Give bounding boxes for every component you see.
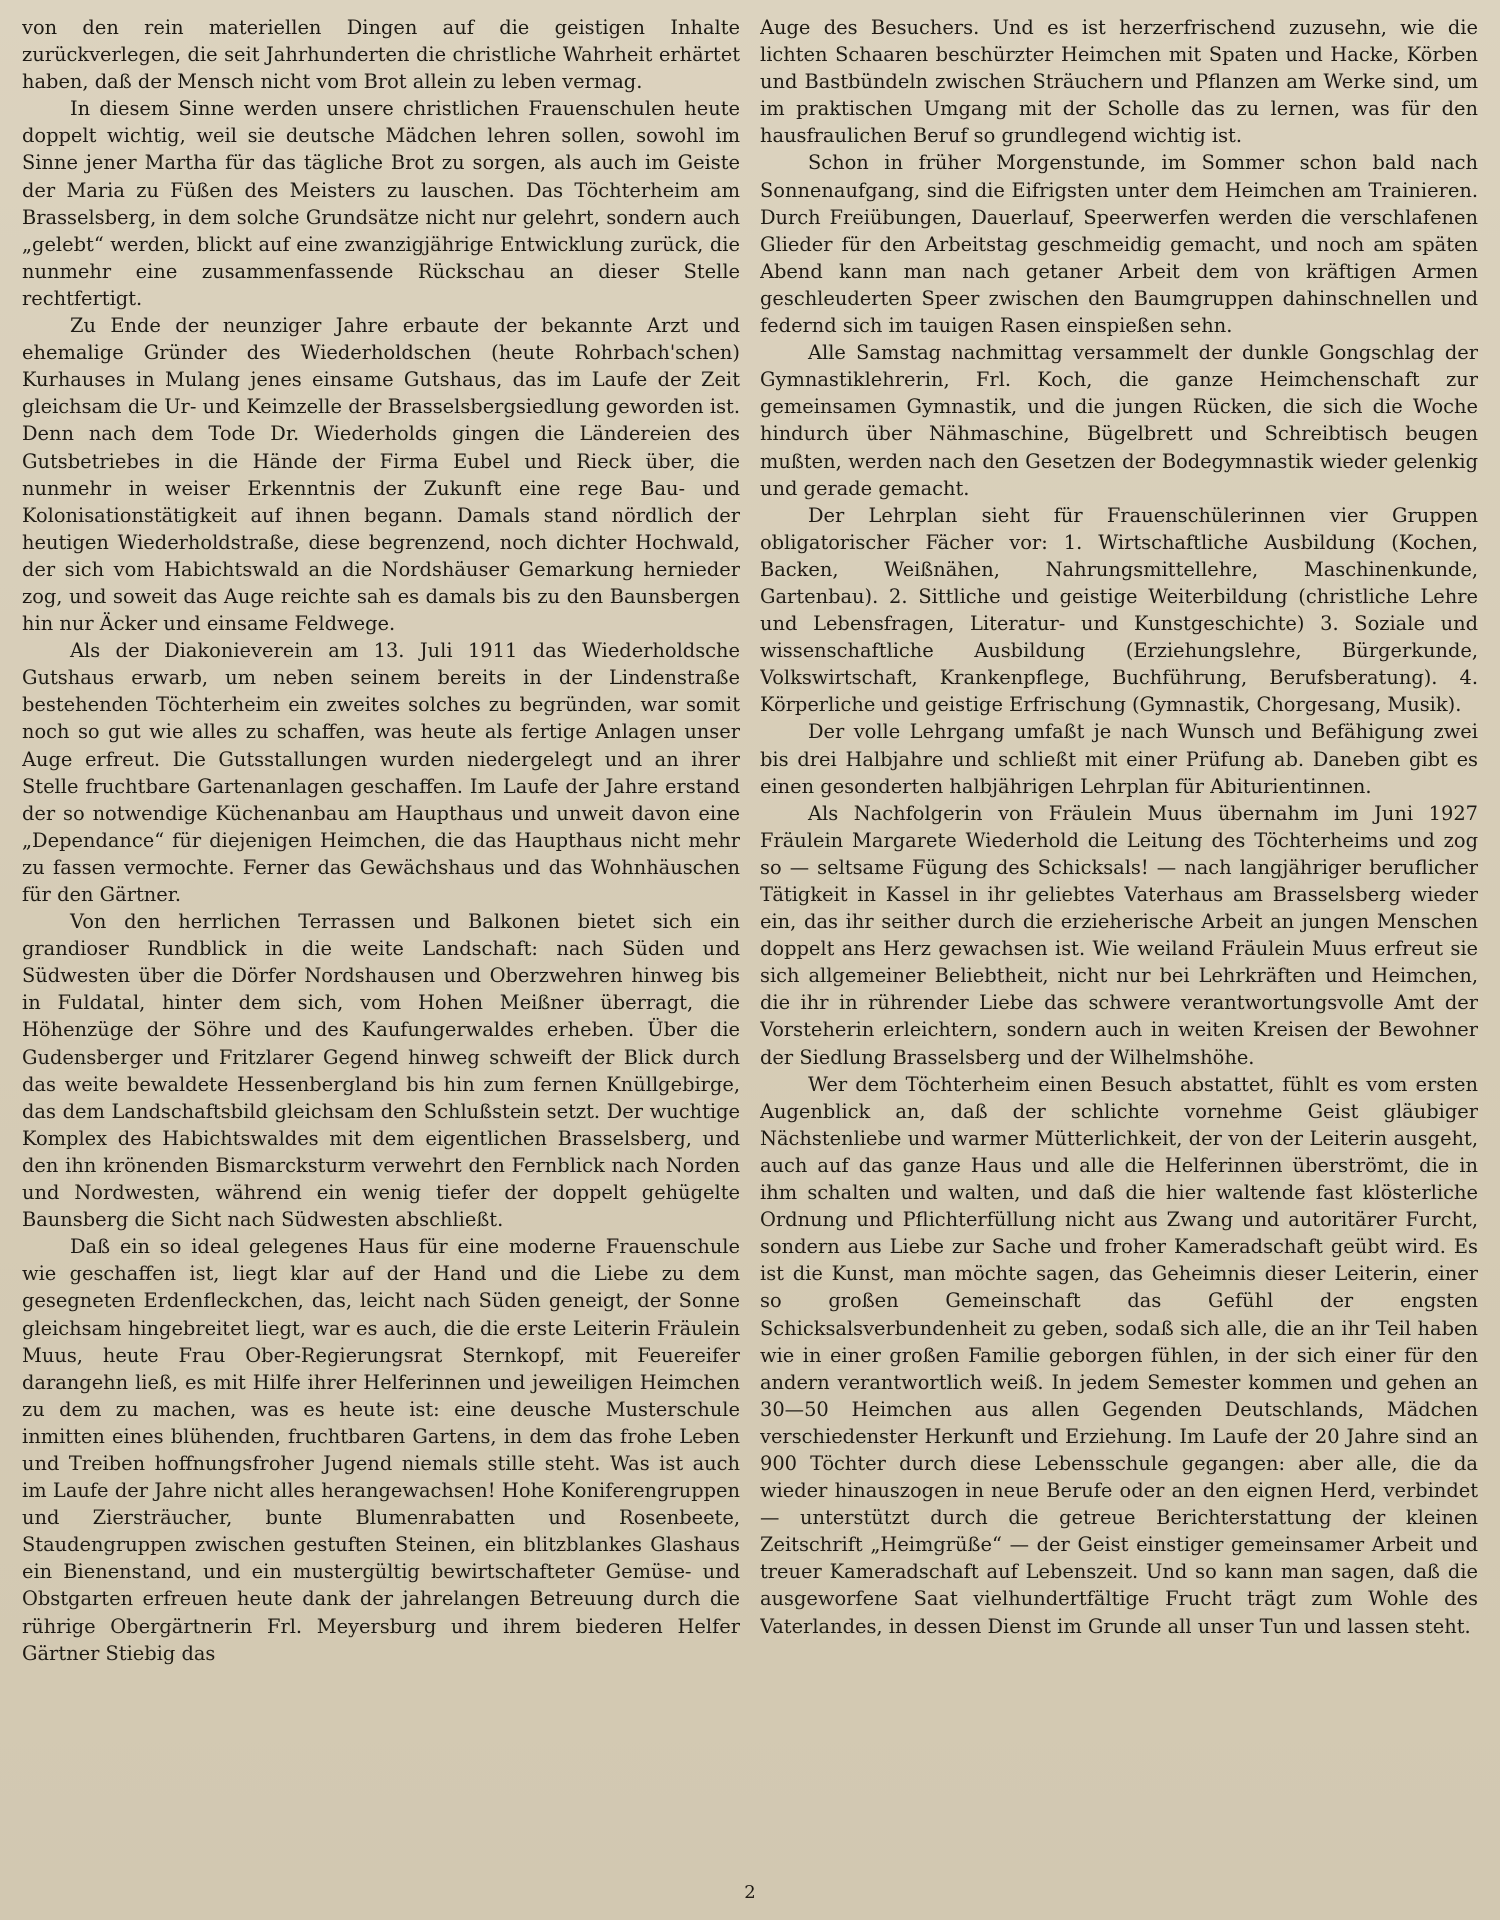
paragraph: Zu Ende der neunziger Jahre erbaute der bekannte Arzt und ehemalige Gründer des Wiederholdschen (heute Rohrbach'schen) Kurhauses in Mulang jenes einsame Gutshaus, das im Laufe der Zeit gleichsam die Ur- und Keimzelle der Brasselsbergsiedlung geworden ist. Denn nach dem Tode Dr. Wiederholds gingen die Ländereien des Gutsbetriebes in die Hände der Firma Eubel und Rieck über, die nunmehr in weiser Erkenntnis der Zukunft eine rege Bau- und Kolonisationstätigkeit auf ihnen begann. Damals stand nördlich der heutigen Wiederholdstraße, diese begrenzend, noch dichter Hochwald, der sich vom Habichtswald an die Nordshäuser Gemarkung hernieder zog, und soweit das Auge reichte sah es damals bis zu den Baunsbergen hin nur Äcker und einsame Feldwege. <box>22 314 740 636</box>
paragraph: Schon in früher Morgenstunde, im Sommer schon bald nach Sonnenaufgang, sind die Eifrigsten unter dem Heimchen am Trainieren. Durch Freiübungen, Dauerlauf, Speerwerfen werden die verschlafenen Glieder für den Arbeitstag geschmeidig gemacht, und noch am späten Abend kann man nach getaner Arbeit dem von kräftigen Armen geschleuderten Speer zwischen den Baumgruppen dahinschnellen und federnd sich im tauigen Rasen einspießen sehn. <box>760 151 1478 338</box>
text-columns <box>22 14 1478 1876</box>
paragraph: Der Lehrplan sieht für Frauenschülerinnen vier Gruppen obligatorischer Fächer vor: 1. Wirtschaftliche Ausbildung (Kochen, Backen, Weißnähen, Nahrungsmittellehre, Maschinenkunde, Gartenbau). 2. Sittliche und geistige Weiterbildung (christliche Lehre und Lebensfragen, Literatur- und Kunstgeschichte) 3. Soziale und wissenschaftliche Ausbildung (Erziehungslehre, Bürgerkunde, Volkswirtschaft, Krankenpflege, Buchführung, Berufsberatung). 4. Körperliche und geistige Erfrischung (Gymnastik, Chorgesang, Musik). <box>760 503 1478 717</box>
page-number: 2 <box>744 1882 756 1903</box>
paragraph: Der volle Lehrgang umfaßt je nach Wunsch und Befähigung zwei bis drei Halbjahre und schließt mit einer Prüfung ab. Daneben gibt es einen gesonderten halbjährigen Lehrplan für Abiturientinnen. <box>760 720 1478 798</box>
paragraph: Wer dem Töchterheim einen Besuch abstattet, fühlt es vom ersten Augenblick an, daß der schlichte vornehme Geist gläubiger Nächstenliebe und warmer Mütterlichkeit, der von der Leiterin ausgeht, auch auf das ganze Haus und alle die Helferinnen überströmt, die in ihm schalten und walten, und daß die hier waltende fast klösterliche Ordnung und Pflichterfüllung nicht aus Zwang und autoritärer Furcht, sondern aus Liebe zur Sache und froher Kameradschaft geübt wird. Es ist die Kunst, man möchte sagen, das Geheimnis dieser Leiterin, einer so großen Gemeinschaft das Gefühl der engsten Schicksalsverbundenheit zu geben, sodaß sich alle, die an ihr Teil haben wie in einer großen Familie geborgen fühlen, in der sich einer für den andern verantwortlich weiß. In jedem Semester kommen und gehen an 30—50 Heimchen aus allen Gegenden Deutschlands, Mädchen verschiedenster Herkunft und Erziehung. Im Laufe der 20 Jahre sind an 900 Töchter durch diese Lebensschule gegangen: aber alle, die da wieder hinauszogen in neue Berufe oder an den eignen Herd, verbindet — unterstützt durch die getreue Berichterstattung der kleinen Zeitschrift „Heimgrüße“ — der Geist einstiger gemeinsamer Arbeit und treuer Kameradschaft auf Lebenszeit. Und so kann man sagen, daß die ausgeworfene Saat vielhundertfältige Frucht trägt zum Wohle des Vaterlandes, in dessen Dienst im Grunde all unser Tun und lassen steht. <box>760 1072 1478 1638</box>
paragraph: Auge des Besuchers. Und es ist herzerfrischend zuzusehn, wie die lichten Schaaren beschürzter Heimchen mit Spaten und Hacke, Körben und Bastbündeln zwischen Sträuchern und Pflanzen am Werke sind, um im praktischen Umgang mit der Scholle das zu lernen, was für den hausfraulichen Beruf so grundlegend wichtig ist. <box>760 16 1478 148</box>
paragraph: Daß ein so ideal gelegenes Haus für eine moderne Frauenschule wie geschaffen ist, liegt klar auf der Hand und die Liebe zu dem gesegneten Erdenfleckchen, das, leicht nach Süden geneigt, der Sonne gleichsam hingebreitet liegt, war es auch, die die erste Leiterin Fräulein Muus, heute Frau Ober-Regierungsrat Sternkopf, mit Feuereifer darangehn ließ, es mit Hilfe ihrer Helferinnen und jeweiligen Heimchen zu dem zu machen, was es heute ist: eine deusche Musterschule inmitten eines blühenden, fruchtbaren Gartens, in dem das frohe Leben und Treiben hoffnungsfroher Jugend niemals stille steht. Was ist auch im Laufe der Jahre nicht alles herangewachsen! Hohe Koniferengruppen und Ziersträucher, bunte Blumenrabatten und Rosenbeete, Staudengruppen zwischen gestuften Steinen, ein blitzblankes Glashaus ein Bienenstand, und ein mustergültig bewirtschafteter Gemüse- und Obstgarten erfreuen heute dank der jahrelangen Betreuung durch die rührige Obergärtnerin Frl. Meyersburg und ihrem biederen Helfer Gärtner Stiebig das <box>22 1235 740 1665</box>
right-column <box>760 14 1478 1876</box>
paragraph: Als der Diakonieverein am 13. Juli 1911 das Wiederholdsche Gutshaus erwarb, um neben seinem bereits in der Lindenstraße bestehenden Töchterheim ein zweites solches zu begründen, war somit noch so gut wie alles zu schaffen, was heute als fertige Anlagen unser Auge erfreut. Die Gutsstallungen wurden niedergelegt und an ihrer Stelle fruchtbare Gartenanlagen geschaffen. Im Laufe der Jahre erstand der so notwendige Küchenanbau am Haupthaus und unweit davon eine „Dependance“ für diejenigen Heimchen, die das Haupthaus nicht mehr zu fassen vermochte. Ferner das Gewächshaus und das Wohnhäuschen für den Gärtner. <box>22 639 740 906</box>
left-column <box>22 14 740 1876</box>
paragraph: Alle Samstag nachmittag versammelt der dunkle Gongschlag der Gymnastiklehrerin, Frl. Koch, die ganze Heimchenschaft zur gemeinsamen Gymnastik, und die jungen Rücken, die sich die Woche hindurch über Nähmaschine, Bügelbrett und Schreibtisch beugen mußten, werden nach den Gesetzen der Bodegymnastik wieder gelenkig und gerade gemacht. <box>760 341 1478 500</box>
paragraph: Von den herrlichen Terrassen und Balkonen bietet sich ein grandioser Rundblick in die weite Landschaft: nach Süden und Südwesten über die Dörfer Nordshausen und Oberzwehren hinweg bis in Fuldatal, hinter dem sich, vom Hohen Meißner überragt, die Höhenzüge der Söhre und des Kaufungerwaldes erheben. Über die Gudensberger und Fritzlarer Gegend hinweg schweift der Blick durch das weite bewaldete Hessenbergland bis hin zum fernen Knüllgebirge, das dem Landschaftsbild gleichsam den Schlußstein setzt. Der wuchtige Komplex des Habichtswaldes mit dem eigentlichen Brasselsberg, und den ihn krönenden Bismarcksturm verwehrt den Fernblick nach Norden und Nordwesten, während ein wenig tiefer der doppelt gehügelte Baunsberg die Sicht nach Südwesten abschließt. <box>22 910 740 1232</box>
paragraph: In diesem Sinne werden unsere christlichen Frauenschulen heute doppelt wichtig, weil sie deutsche Mädchen lehren sollen, sowohl im Sinne jener Martha für das tägliche Brot zu sorgen, als auch im Geiste der Maria zu Füßen des Meisters zu lauschen. Das Töchterheim am Brasselsberg, in dem solche Grundsätze nicht nur gelehrt, sondern auch „gelebt“ werden, blickt auf eine zwanzigjährige Entwicklung zurück, die nunmehr eine zusammenfassende Rückschau an dieser Stelle rechtfertigt. <box>22 97 740 310</box>
paragraph: von den rein materiellen Dingen auf die geistigen Inhalte zurückverlegen, die seit Jahrhunderten die christliche Wahrheit erhärtet haben, daß der Mensch nicht vom Brot allein zu leben vermag. <box>22 16 740 94</box>
paragraph: Als Nachfolgerin von Fräulein Muus übernahm im Juni 1927 Fräulein Margarete Wiederhold die Leitung des Töchterheims und zog so — seltsame Fügung des Schicksals! — nach langjähriger beruflicher Tätigkeit in Kassel in ihr geliebtes Vaterhaus am Brasselsberg wieder ein, das ihr seither durch die erzieherische Arbeit an jungen Menschen doppelt ans Herz gewachsen ist. Wie weiland Fräulein Muus erfreut sie sich allgemeiner Beliebtheit, nicht nur bei Lehrkräften und Heimchen, die ihr in rührender Liebe das schwere verantwortungsvolle Amt der Vorsteherin erleichtern, sondern auch in weiten Kreisen der Bewohner der Siedlung Brasselsberg und der Wilhelmshöhe. <box>760 801 1478 1069</box>
